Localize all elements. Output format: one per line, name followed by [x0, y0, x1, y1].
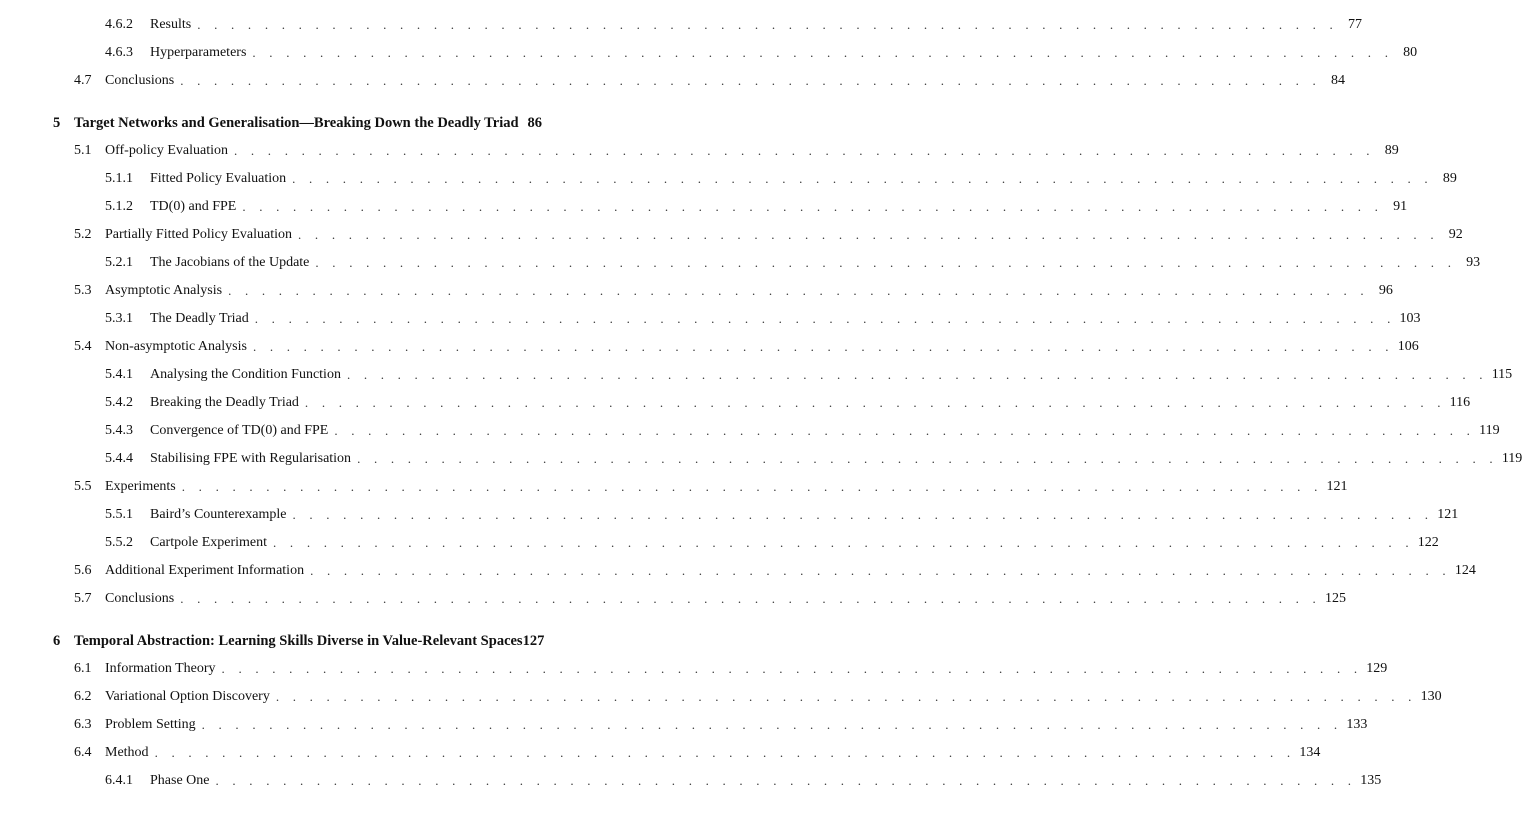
dot-leader: . . . . . . . . . . . . . . . . . . . . . . . . . . . . . . . . . . . . . . . . . . . . . . . . . . . . . . . . . . . . . . . . . . . . [334, 423, 1476, 438]
toc-entry-title: Variational Option Discovery [105, 689, 270, 704]
toc-entry-number: 5.5.2 [105, 535, 133, 550]
toc-entry-number: 4.6.2 [105, 17, 133, 32]
toc-page-number: 80 [1403, 45, 1418, 60]
toc-entry-number: 5 [53, 115, 61, 131]
dot-leader: . . . . . . . . . . . . . . . . . . . . . . . . . . . . . . . . . . . . . . . . . . . . . . . . . . . . . . . . . . . . . . . . . . . . [275, 689, 1417, 704]
toc-entry-title: Breaking the Deadly Triad [150, 395, 299, 410]
toc-page-number: 119 [1479, 423, 1500, 438]
toc-subsection-entry[interactable] [105, 308, 1421, 330]
toc-entry-title: Analysing the Condition Function [150, 367, 341, 382]
toc-subsection-entry[interactable] [105, 532, 1439, 554]
toc-entry-title: Results [150, 17, 192, 32]
toc-subsection-entry[interactable] [105, 770, 1382, 792]
toc-entry-title: Hyperparameters [150, 45, 247, 60]
toc-entry-title: Experiments [105, 479, 176, 494]
toc-entry-number: 5.4.4 [105, 451, 133, 466]
toc-entry-title: Baird’s Counterexample [150, 507, 287, 522]
toc-page-number: 92 [1448, 227, 1463, 242]
toc-subsection-entry[interactable] [105, 504, 1459, 526]
dot-leader: . . . . . . . . . . . . . . . . . . . . . . . . . . . . . . . . . . . . . . . . . . . . . . . . . . . . . . . . . . . . . . . . . . . . [304, 395, 1446, 410]
toc-page-number: 103 [1399, 311, 1421, 326]
dot-leader: . . . . . . . . . . . . . . . . . . . . . . . . . . . . . . . . . . . . . . . . . . . . . . . . . . . . . . . . . . . . . . . . . . . . [215, 773, 1357, 788]
toc-page-number: 127 [522, 633, 545, 649]
toc-entry-number: 5.4 [74, 339, 92, 354]
toc-subsection-entry[interactable] [105, 364, 1513, 386]
dot-leader: . . . . . . . . . . . . . . . . . . . . . . . . . . . . . . . . . . . . . . . . . . . . . . . . . . . . . . . . . . . . . . . . . . . . [346, 367, 1488, 382]
dot-leader: . . . . . . . . . . . . . . . . . . . . . . . . . . . . . . . . . . . . . . . . . . . . . . . . . . . . . . . . . . . . . . . . . . . . [252, 45, 1394, 60]
toc-section-entry[interactable] [74, 280, 1393, 302]
toc-entry-number: 5.4.3 [105, 423, 133, 438]
toc-subsection-entry[interactable] [105, 14, 1362, 36]
toc-page-number: 84 [1330, 73, 1345, 88]
toc-page-number: 124 [1454, 563, 1476, 578]
toc-entry-number: 6.3 [74, 717, 92, 732]
toc-section-entry[interactable] [74, 686, 1442, 708]
toc-subsection-entry[interactable] [105, 196, 1408, 218]
toc-entry-number: 5.7 [74, 591, 92, 606]
dot-leader: . . . . . . . . . . . . . . . . . . . . . . . . . . . . . . . . . . . . . . . . . . . . . . . . . . . . . . . . . . . . . . . . . . . . [357, 451, 1498, 466]
toc-entry-title: Phase One [150, 773, 210, 788]
toc-entry-number: 6.4 [74, 745, 92, 760]
toc-entry-title: Off-policy Evaluation [105, 143, 228, 158]
toc-entry-number: 5.1.2 [105, 199, 133, 214]
dot-leader: . . . . . . . . . . . . . . . . . . . . . . . . . . . . . . . . . . . . . . . . . . . . . . . . . . . . . . . . . . . . . . . . . . . . [234, 143, 1375, 158]
dot-leader: . . . . . . . . . . . . . . . . . . . . . . . . . . . . . . . . . . . . . . . . . . . . . . . . . . . . . . . . . . . . . . . . . . . . [180, 591, 1321, 606]
dot-leader: . . . . . . . . . . . . . . . . . . . . . . . . . . . . . . . . . . . . . . . . . . . . . . . . . . . . . . . . . . . . . . . . . . . . [242, 199, 1384, 214]
toc-page-number: 125 [1324, 591, 1346, 606]
toc-section-entry[interactable] [74, 140, 1399, 162]
toc-subsection-entry[interactable] [105, 448, 1522, 470]
toc-page-number: 96 [1378, 283, 1393, 298]
toc-entry-number: 5.5 [74, 479, 92, 494]
toc-entry-title: Stabilising FPE with Regularisation [150, 451, 352, 466]
toc-page-number: 129 [1366, 661, 1388, 676]
toc-section-entry[interactable] [74, 714, 1368, 736]
toc-section-entry[interactable] [74, 658, 1388, 680]
toc-subsection-entry[interactable] [105, 168, 1457, 190]
dot-leader: . . . . . . . . . . . . . . . . . . . . . . . . . . . . . . . . . . . . . . . . . . . . . . . . . . . . . . . . . . . . . . . . . . . . [292, 507, 1434, 522]
toc-page-number: 77 [1347, 17, 1362, 32]
toc-page-number: 115 [1491, 367, 1513, 382]
toc-page-number: 134 [1299, 745, 1321, 760]
toc-page-number: 119 [1501, 451, 1522, 466]
dot-leader: . . . . . . . . . . . . . . . . . . . . . . . . . . . . . . . . . . . . . . . . . . . . . . . . . . . . . . . . . . . . . . . . . . . . [254, 311, 1396, 326]
toc-entry-title: The Deadly Triad [150, 311, 249, 326]
toc-subsection-entry[interactable] [105, 42, 1418, 64]
toc-entry-title: Method [105, 745, 149, 760]
toc-entry-title: TD(0) and FPE [150, 199, 237, 214]
toc-entry-number: 4.7 [74, 73, 92, 88]
toc-entry-number: 4.6.3 [105, 45, 133, 60]
toc-entry-title: Conclusions [105, 73, 175, 88]
toc-entry-title: Non-asymptotic Analysis [105, 339, 247, 354]
toc-page-number: 91 [1393, 199, 1408, 214]
toc-entry-title: Cartpole Experiment [150, 535, 268, 550]
toc-entry-title: Convergence of TD(0) and FPE [150, 423, 329, 438]
toc-page-number: 135 [1360, 773, 1382, 788]
toc-page-number: 106 [1397, 339, 1419, 354]
dot-leader: . . . . . . . . . . . . . . . . . . . . . . . . . . . . . . . . . . . . . . . . . . . . . . . . . . . . . . . . . . . . . . . . . . . . [315, 255, 1457, 270]
toc-section-entry[interactable] [74, 588, 1346, 610]
toc-entry-title: The Jacobians of the Update [150, 255, 310, 270]
toc-section-entry[interactable] [74, 70, 1345, 92]
toc-entry-title: Asymptotic Analysis [105, 283, 223, 298]
toc-entry-number: 5.1.1 [105, 171, 133, 186]
toc-entry-number: 5.1 [74, 143, 92, 158]
toc-chapter-entry[interactable] [53, 630, 545, 652]
dot-leader: . . . . . . . . . . . . . . . . . . . . . . . . . . . . . . . . . . . . . . . . . . . . . . . . . . . . . . . . . . . . . . . . . . . . [292, 171, 1433, 186]
toc-page-number: 133 [1346, 717, 1368, 732]
toc-entry-number: 5.3 [74, 283, 92, 298]
toc-subsection-entry[interactable] [105, 392, 1471, 414]
toc-page-number: 122 [1417, 535, 1439, 550]
toc-entry-number: 6.4.1 [105, 773, 133, 788]
toc-entry-number: 5.6 [74, 563, 92, 578]
toc-entry-number: 5.5.1 [105, 507, 133, 522]
toc-entry-title: Additional Experiment Information [105, 563, 305, 578]
toc-page-number: 121 [1437, 507, 1459, 522]
toc-section-entry[interactable] [74, 336, 1419, 358]
dot-leader: . . . . . . . . . . . . . . . . . . . . . . . . . . . . . . . . . . . . . . . . . . . . . . . . . . . . . . . . . . . . . . . . . . . . [180, 73, 1321, 88]
dot-leader: . . . . . . . . . . . . . . . . . . . . . . . . . . . . . . . . . . . . . . . . . . . . . . . . . . . . . . . . . . . . . . . . . . . . [228, 283, 1369, 298]
toc-section-entry[interactable] [74, 224, 1463, 246]
dot-leader: . . . . . . . . . . . . . . . . . . . . . . . . . . . . . . . . . . . . . . . . . . . . . . . . . . . . . . . . . . . . . . . . . . . . [201, 717, 1343, 732]
toc-entry-title: Temporal Abstraction: Learning Skills Diverse in Value-Relevant Spaces [74, 633, 523, 649]
toc-entry-number: 6 [53, 633, 61, 649]
toc-entry-number: 5.4.1 [105, 367, 133, 382]
dot-leader: . . . . . . . . . . . . . . . . . . . . . . . . . . . . . . . . . . . . . . . . . . . . . . . . . . . . . . . . . . . . . . . . . . . . [197, 17, 1338, 32]
toc-page-number: 86 [527, 115, 542, 131]
toc-page-number: 93 [1466, 255, 1481, 270]
toc-page-number: 116 [1449, 395, 1471, 410]
toc-subsection-entry[interactable] [105, 252, 1481, 274]
toc-page-number: 121 [1326, 479, 1348, 494]
dot-leader: . . . . . . . . . . . . . . . . . . . . . . . . . . . . . . . . . . . . . . . . . . . . . . . . . . . . . . . . . . . . . . . . . . . . [298, 227, 1439, 242]
dot-leader: . . . . . . . . . . . . . . . . . . . . . . . . . . . . . . . . . . . . . . . . . . . . . . . . . . . . . . . . . . . . . . . . . . . . [252, 339, 1394, 354]
toc-page-number: 130 [1420, 689, 1442, 704]
toc-section-entry[interactable] [74, 742, 1321, 764]
dot-leader: . . . . . . . . . . . . . . . . . . . . . . . . . . . . . . . . . . . . . . . . . . . . . . . . . . . . . . . . . . . . . . . . . . . . [181, 479, 1323, 494]
toc-entry-title: Fitted Policy Evaluation [150, 171, 287, 186]
toc-entry-title: Information Theory [105, 661, 216, 676]
toc-entry-number: 5.3.1 [105, 311, 133, 326]
toc-subsection-entry[interactable] [105, 420, 1500, 442]
toc-section-entry[interactable] [74, 560, 1476, 582]
toc-entry-title: Target Networks and Generalisation—Breaking Down the Deadly Triad [74, 115, 519, 131]
dot-leader: . . . . . . . . . . . . . . . . . . . . . . . . . . . . . . . . . . . . . . . . . . . . . . . . . . . . . . . . . . . . . . . . . . . . [273, 535, 1414, 550]
toc-page-number: 89 [1384, 143, 1399, 158]
toc-chapter-entry[interactable] [53, 112, 542, 134]
dot-leader: . . . . . . . . . . . . . . . . . . . . . . . . . . . . . . . . . . . . . . . . . . . . . . . . . . . . . . . . . . . . . . . . . . . . [310, 563, 1451, 578]
toc-entry-title: Problem Setting [105, 717, 196, 732]
toc-entry-number: 5.2.1 [105, 255, 133, 270]
toc-entry-number: 5.2 [74, 227, 92, 242]
toc-entry-title: Conclusions [105, 591, 175, 606]
dot-leader: . . . . . . . . . . . . . . . . . . . . . . . . . . . . . . . . . . . . . . . . . . . . . . . . . . . . . . . . . . . . . . . . . . . . [221, 661, 1363, 676]
toc-page-number: 89 [1442, 171, 1457, 186]
toc-entry-number: 6.2 [74, 689, 92, 704]
toc-entry-title: Partially Fitted Policy Evaluation [105, 227, 293, 242]
dot-leader: . . . . . . . . . . . . . . . . . . . . . . . . . . . . . . . . . . . . . . . . . . . . . . . . . . . . . . . . . . . . . . . . . . . . [154, 745, 1296, 760]
toc-entry-number: 6.1 [74, 661, 92, 676]
toc-section-entry[interactable] [74, 476, 1348, 498]
toc-entry-number: 5.4.2 [105, 395, 133, 410]
